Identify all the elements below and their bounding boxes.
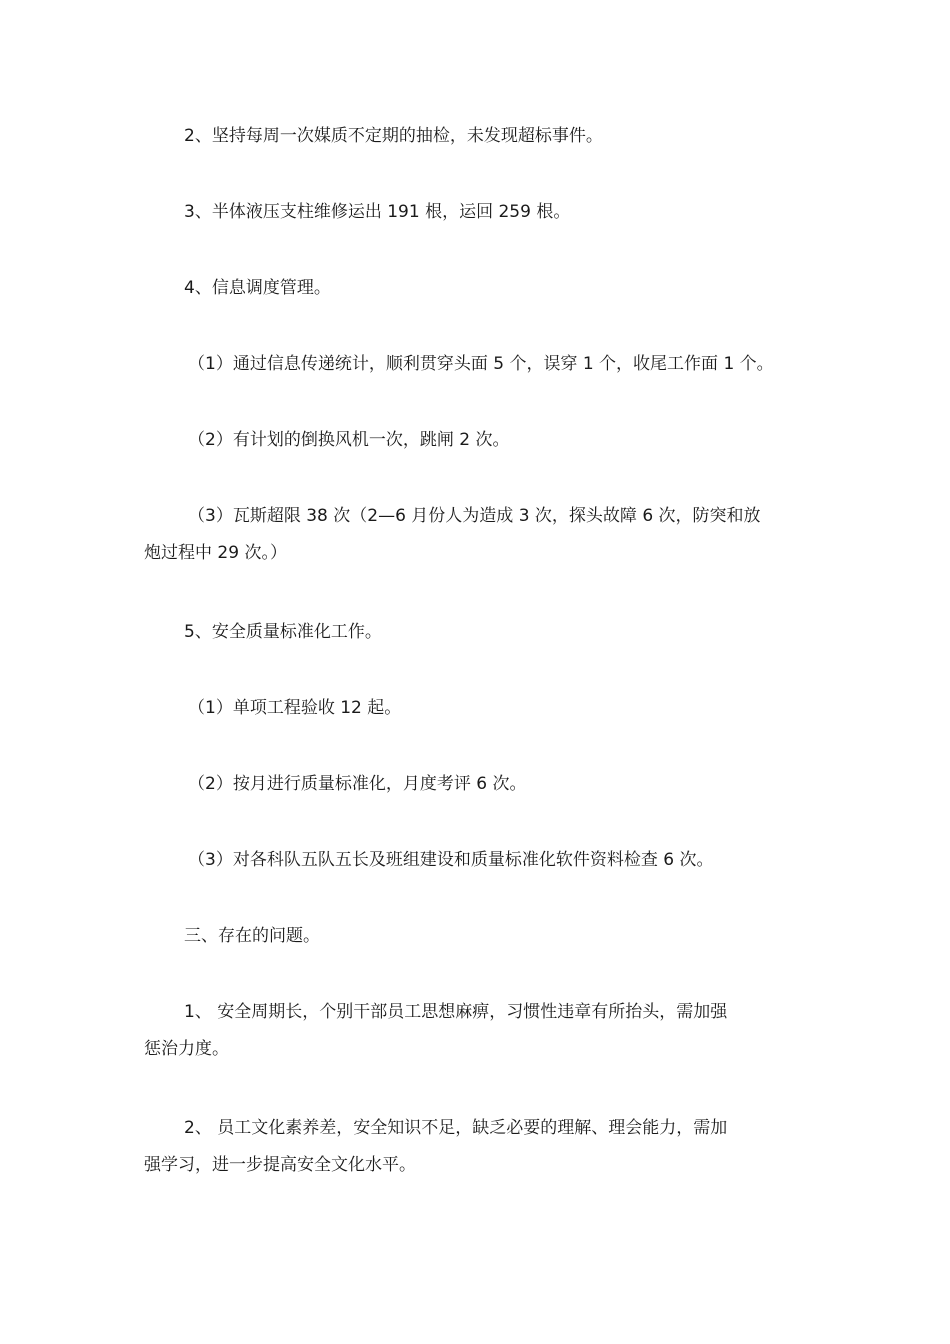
paragraph-problem-2: [144, 1110, 824, 1184]
paragraph-subitem-5-2: [148, 766, 828, 803]
paragraph-line: 5、安全质量标准化工作。: [184, 622, 382, 642]
paragraph-line: 炮过程中 29 次。）: [144, 543, 287, 563]
paragraph-line: 惩治力度。: [144, 1039, 229, 1059]
paragraph-line: 2、坚持每周一次媒质不定期的抽检，未发现超标事件。: [184, 126, 603, 146]
paragraph-item-4: [144, 270, 824, 307]
paragraph-item-3: [144, 194, 824, 231]
paragraph-item-5: [144, 614, 824, 651]
paragraph-line: 4、信息调度管理。: [184, 278, 331, 298]
paragraph-line: 3、半体液压支柱维修运出 191 根，运回 259 根。: [184, 202, 571, 222]
paragraph-line: （1）单项工程验收 12 起。: [188, 698, 402, 718]
paragraph-line: 1、 安全周期长，个别干部员工思想麻痹，习惯性违章有所抬头，需加强: [184, 1002, 728, 1022]
paragraph-line: 2、 员工文化素养差，安全知识不足，缺乏必要的理解、理会能力，需加: [184, 1118, 728, 1138]
paragraph-subitem-4-1: [148, 346, 828, 383]
paragraph-subitem-4-3: [144, 498, 828, 572]
paragraph-line: （3）瓦斯超限 38 次（2—6 月份人为造成 3 次，探头故障 6 次，防突和放: [188, 506, 761, 526]
paragraph-line: （3）对各科队五队五长及班组建设和质量标准化软件资料检查 6 次。: [188, 850, 714, 870]
paragraph-line: （2）按月进行质量标准化，月度考评 6 次。: [188, 774, 527, 794]
section-heading-problems: [144, 918, 824, 955]
paragraph-line: 三、存在的问题。: [184, 926, 320, 946]
paragraph-line: （2）有计划的倒换风机一次，跳闸 2 次。: [188, 430, 510, 450]
paragraph-subitem-5-3: [148, 842, 828, 879]
paragraph-item-2: [144, 118, 824, 155]
paragraph-line: （1）通过信息传递统计，顺利贯穿头面 5 个，误穿 1 个，收尾工作面 1 个。: [188, 354, 774, 374]
paragraph-subitem-5-1: [148, 690, 828, 727]
paragraph-subitem-4-2: [148, 422, 828, 459]
paragraph-problem-1: [144, 994, 824, 1068]
paragraph-line: 强学习，进一步提高安全文化水平。: [144, 1155, 416, 1175]
